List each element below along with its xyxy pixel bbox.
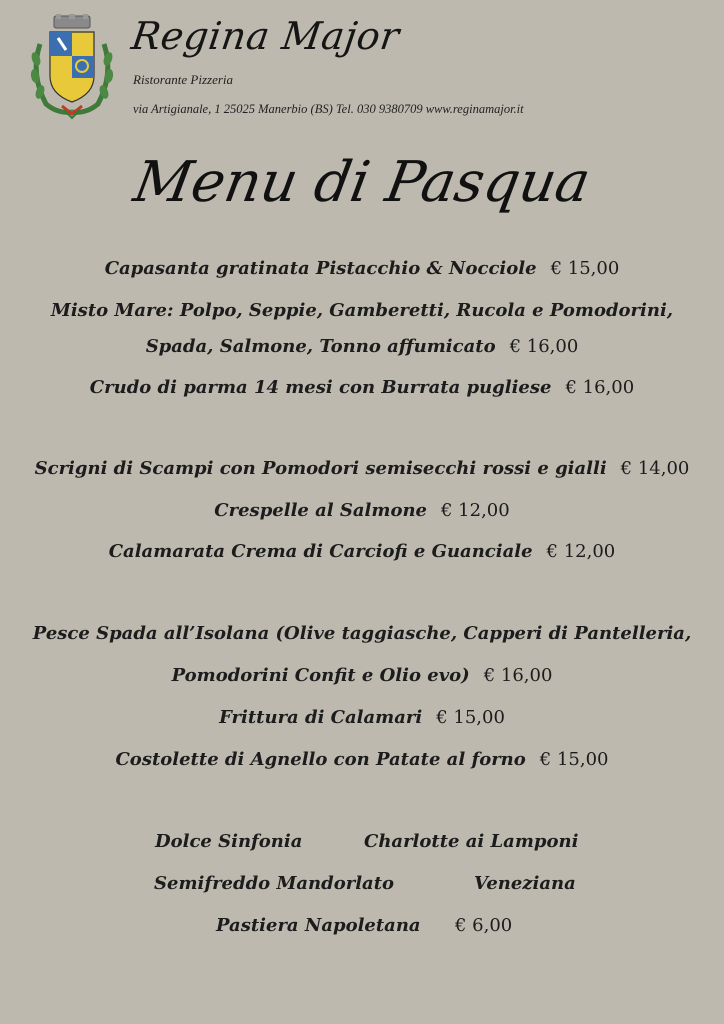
restaurant-address: via Artigianale, 1 25025 Manerbio (BS) Tel. 030 9380709 www.reginamajor.it <box>133 102 524 116</box>
menu-item-name: Crespelle al Salmone <box>214 500 427 521</box>
menu-item-name: Crudo di parma 14 mesi con Burrata pugliese <box>89 377 552 398</box>
menu-item <box>0 336 724 357</box>
dessert-item: Pastiera Napoletana <box>216 915 421 936</box>
menu-item <box>0 258 724 279</box>
coat-of-arms-logo <box>26 14 118 120</box>
menu-item <box>0 541 724 562</box>
menu-item-name: Scrigni di Scampi con Pomodori semisecchi rossi e gialli <box>34 458 607 479</box>
menu-item-name: Misto Mare: Polpo, Seppie, Gamberetti, Rucola e Pomodorini, <box>50 300 674 321</box>
menu-item <box>0 458 724 479</box>
restaurant-name: Regina Major <box>128 14 403 58</box>
menu-item-price: € 12,00 <box>546 541 616 562</box>
restaurant-subtitle: Ristorante Pizzeria <box>133 72 234 87</box>
menu-item-price: € 15,00 <box>539 749 609 770</box>
menu-item-name: Pomodorini Confit e Olio evo) <box>171 665 470 686</box>
menu-item-price: € 16,00 <box>509 336 579 357</box>
menu-item-price: € 15,00 <box>436 707 505 728</box>
menu-item <box>0 707 724 728</box>
restaurant-header <box>0 0 724 130</box>
menu-item <box>0 623 724 644</box>
menu-item-price: € 12,00 <box>440 500 510 521</box>
menu-item-price: € 14,00 <box>620 458 690 479</box>
menu-item-name: Capasanta gratinata Pistacchio & Nocciole <box>104 258 537 279</box>
menu-item-name: Frittura di Calamari <box>219 707 423 728</box>
menu-item-name: Costolette di Agnello con Patate al forno <box>115 749 526 770</box>
dessert-item: Dolce Sinfonia <box>155 831 303 852</box>
menu-item-name: Pesce Spada all’Isolana (Olive taggiasche, Capperi di Pantelleria, <box>32 623 692 644</box>
menu-item <box>0 500 724 521</box>
dessert-item: Veneziana <box>474 873 576 894</box>
menu-item <box>0 377 724 398</box>
menu-item-name: Spada, Salmone, Tonno affumicato <box>145 336 496 357</box>
dessert-price: € 6,00 <box>455 915 513 936</box>
menu-item-name: Calamarata Crema di Carciofi e Guanciale <box>108 541 533 562</box>
menu-item-price: € 15,00 <box>550 258 620 279</box>
menu-item <box>0 665 724 686</box>
dessert-item: Semifreddo Mandorlato <box>154 873 395 894</box>
menu-title: Menu di Pasqua <box>128 150 596 215</box>
menu-item-price: € 16,00 <box>483 665 553 686</box>
menu-item <box>0 749 724 770</box>
menu-item-price: € 16,00 <box>565 377 635 398</box>
dessert-item: Charlotte ai Lamponi <box>364 831 579 852</box>
menu-item <box>0 300 724 321</box>
